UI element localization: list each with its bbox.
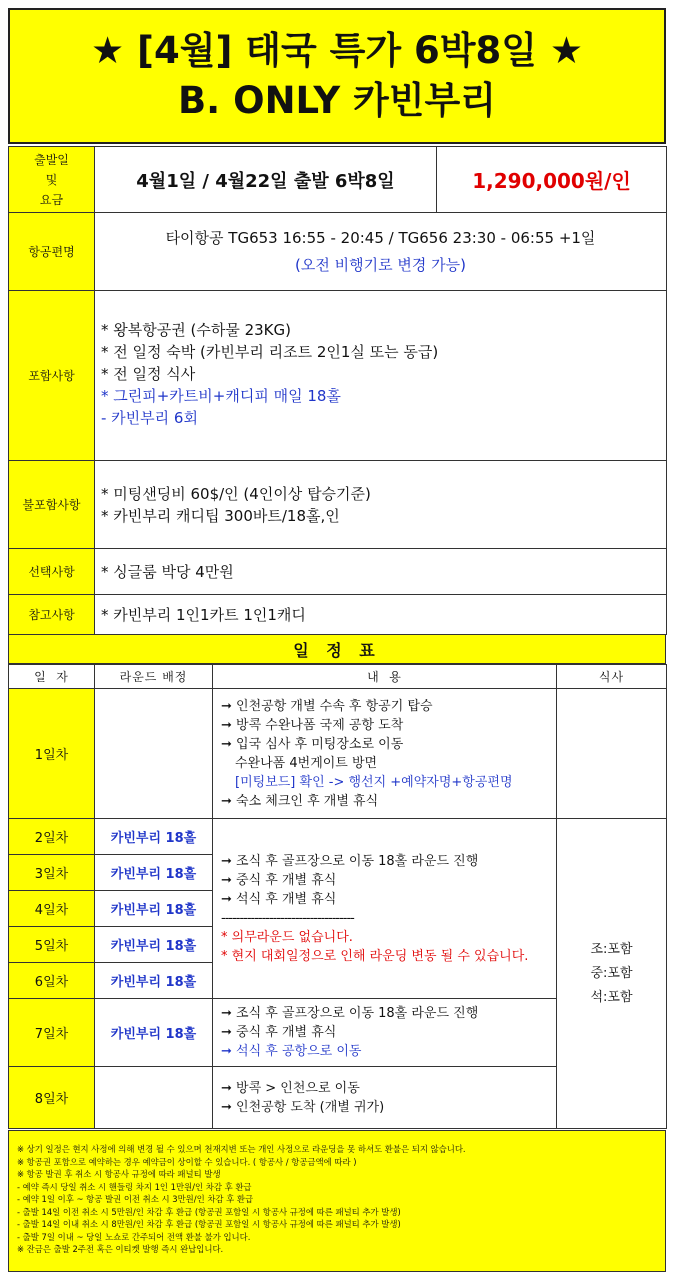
flight-change-note: (오전 비행기로 변경 가능) [295, 255, 466, 274]
content-line: ➞ 인천공항 도착 (개별 귀가) [221, 1099, 385, 1115]
content-line: ➞ 입국 심사 후 미팅장소로 이동 [221, 736, 404, 752]
excluded-list [95, 461, 667, 549]
excluded-label: 불포함사항 [9, 461, 95, 549]
meals-cell [557, 819, 667, 1129]
header-round: 라운드 배정 [95, 665, 213, 689]
content-line: ➞ 중식 후 개별 휴식 [221, 1025, 337, 1040]
price: 1,290,000원/인 [437, 147, 667, 213]
included-item: * 전 일정 식사 [101, 365, 196, 383]
note-line: - 출발 14일 이전 취소 시 5만원/인 차감 후 환급 (항공권 포함일 시 항공사 규정에 따른 패널티 추가 발생) [17, 1206, 401, 1217]
day1-content [213, 689, 557, 819]
divider-line: ------------------------------------ [221, 910, 354, 926]
schedule-table [8, 664, 667, 1129]
content-line: ➞ 방콕 수완나폼 국제 공항 도착 [221, 717, 404, 733]
note-line: - 예약 즉시 당일 취소 시 핸들링 차지 1인 1만원/인 차감 후 환급 [17, 1181, 252, 1192]
note-line: ※ 잔금은 출발 2주전 혹은 이티켓 발행 즉시 완납입니다. [17, 1244, 224, 1254]
note-line: ※ 상기 일정은 현지 사정에 의해 변경 될 수 있으며 천재지변 또는 개인 사정으로 라운딩을 못 하셔도 환불은 되지 않습니다. [17, 1144, 466, 1154]
included-label: 포함사항 [9, 291, 95, 461]
content-line: 수완나폼 4번게이트 방면 [235, 755, 378, 771]
day-label: 1일차 [9, 689, 95, 819]
optional-label: 선택사항 [9, 549, 95, 595]
round-assignment: 카빈부리 18홀 [95, 999, 213, 1067]
header-content: 내 용 [213, 665, 557, 689]
included-row [9, 291, 667, 461]
meals-empty [557, 689, 667, 819]
optional-row [9, 549, 667, 595]
notes-box [8, 1130, 666, 1272]
round-assignment: 카빈부리 18홀 [95, 963, 213, 999]
included-list [95, 291, 667, 461]
day-label: 4일차 [9, 891, 95, 927]
content-line: ➞ 조식 후 골프장으로 이동 18홀 라운드 진행 [221, 853, 479, 869]
header-day: 일 자 [9, 665, 95, 689]
included-item: * 왕복항공권 (수하물 23KG) [101, 321, 291, 339]
note-line: - 예약 1일 이후 ~ 항공 발권 이전 취소 시 3만원/인 차감 후 환급 [17, 1194, 254, 1204]
content-line: ➞ 조식 후 골프장으로 이동 18홀 라운드 진행 [221, 1006, 479, 1021]
content-line: ➞ 방콕 > 인천으로 이동 [221, 1080, 360, 1096]
round-empty [95, 1067, 213, 1129]
flight-info [95, 213, 667, 291]
schedule-row-day1 [9, 689, 667, 819]
date-price-row [9, 147, 667, 213]
schedule-header-row [9, 665, 667, 689]
day-label: 2일차 [9, 819, 95, 855]
info-table [8, 146, 667, 635]
day7-content [213, 999, 557, 1067]
note-line: - 출발 14일 이내 취소 시 8만원/인 차감 후 환급 (항공권 포함일 시 항공사 규정에 따른 패널티 추가 발생) [17, 1219, 401, 1229]
excluded-row [9, 461, 667, 549]
reference-value: * 카빈부리 1인1카트 1인1캐디 [95, 595, 667, 635]
day-label: 7일차 [9, 999, 95, 1067]
content-line: [미팅보드] 확인 -> 행선지 +예약자명+항공편명 [235, 774, 513, 790]
date-label-line: 요금 [39, 192, 64, 207]
included-item: - 카빈부리 6회 [101, 409, 198, 427]
day8-content [213, 1067, 557, 1129]
departure-dates: 4월1일 / 4월22일 출발 6박8일 [95, 147, 437, 213]
date-label-line: 및 [45, 172, 58, 187]
round-assignment: 카빈부리 18홀 [95, 891, 213, 927]
title-line-2: B. ONLY 카빈부리 [177, 79, 496, 122]
flight-schedule: 타이항공 TG653 16:55 - 20:45 / TG656 23:30 - 06:55 +1일 [165, 228, 596, 247]
reference-label: 참고사항 [9, 595, 95, 635]
content-line: ➞ 인천공항 개별 수속 후 항공기 탑승 [221, 698, 433, 714]
note-line: ※ 항공권 포함으로 예약하는 경우 예약금이 상이할 수 있습니다. ( 항공사 / 항공금액에 따라 ) [17, 1156, 357, 1167]
day-label: 5일차 [9, 927, 95, 963]
round-assignment: 카빈부리 18홀 [95, 927, 213, 963]
golf-days-content [213, 819, 557, 999]
day-label: 6일차 [9, 963, 95, 999]
excluded-item: * 미팅샌딩비 60$/인 (4인이상 탑승기준) [101, 485, 371, 503]
day-label: 8일차 [9, 1067, 95, 1129]
date-label-line: 출발일 [34, 152, 69, 167]
round-empty [95, 689, 213, 819]
note-line: - 출발 7일 이내 ~ 당일 노쇼로 간주되어 전액 환불 불가 입니다. [17, 1231, 251, 1242]
meal-item: 석:포함 [590, 989, 633, 1005]
meal-item: 중:포함 [590, 965, 633, 981]
content-line: * 의무라운드 없습니다. [221, 929, 353, 945]
header-meals: 식사 [557, 665, 667, 689]
title-banner [8, 8, 666, 144]
content-line: * 현지 대회일정으로 인해 라운딩 변동 될 수 있습니다. [221, 948, 529, 964]
round-assignment: 카빈부리 18홀 [95, 819, 213, 855]
content-line: ➞ 석식 후 개별 휴식 [221, 891, 337, 907]
content-line: ➞ 석식 후 공항으로 이동 [221, 1044, 362, 1059]
flight-label: 항공편명 [9, 213, 95, 291]
date-label [9, 147, 95, 213]
schedule-row-day2 [9, 819, 667, 855]
reference-row [9, 595, 667, 635]
meal-item: 조:포함 [590, 941, 633, 957]
included-item: * 그린피+카트비+캐디피 매일 18홀 [101, 387, 341, 405]
day-label: 3일차 [9, 855, 95, 891]
schedule-title: 일 정 표 [8, 634, 666, 664]
content-line: ➞ 숙소 체크인 후 개별 휴식 [221, 793, 379, 809]
content-line: ➞ 중식 후 개별 휴식 [221, 872, 337, 888]
round-assignment: 카빈부리 18홀 [95, 855, 213, 891]
title-line-1: ★ [4월] 태국 특가 6박8일 ★ [91, 29, 583, 72]
excluded-item: * 카빈부리 캐디팁 300바트/18홀,인 [101, 507, 340, 525]
optional-value: * 싱글룸 박당 4만원 [95, 549, 667, 595]
flight-row [9, 213, 667, 291]
included-item: * 전 일정 숙박 (카빈부리 리조트 2인1실 또는 동급) [101, 343, 439, 361]
note-line: ※ 항공 발권 후 취소 시 항공사 규정에 따라 패널티 발생 [17, 1169, 221, 1179]
